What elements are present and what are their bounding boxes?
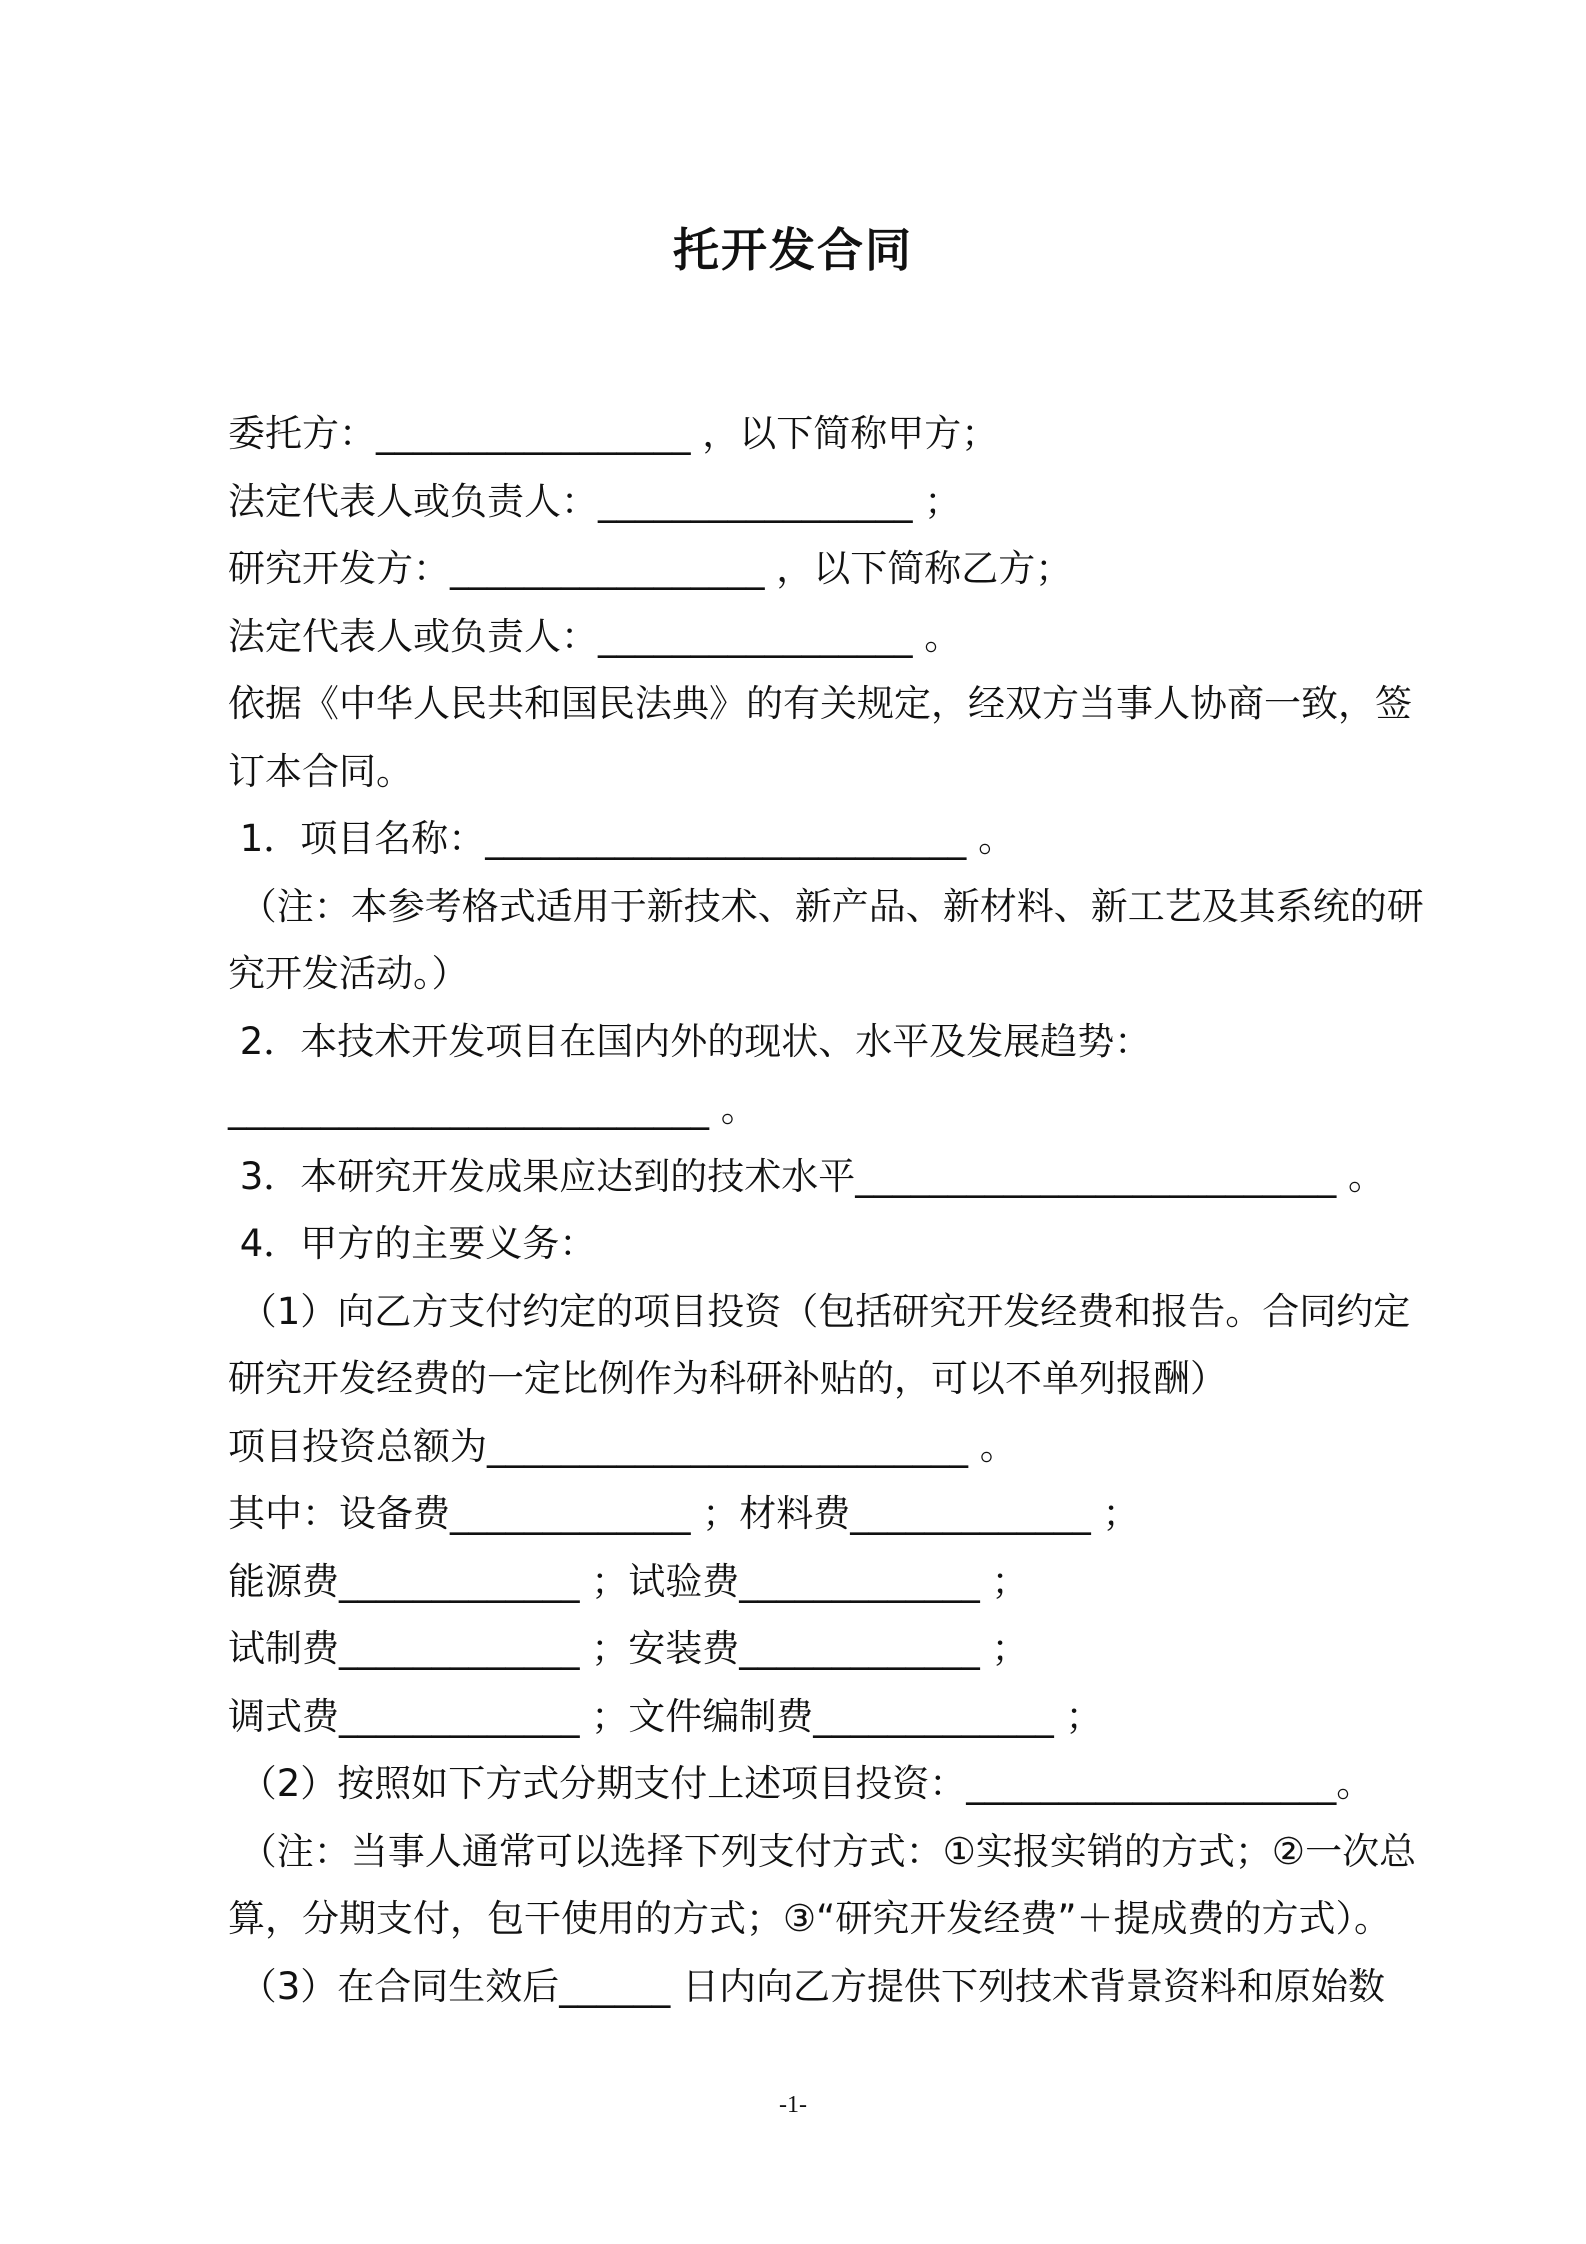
document-body (228, 400, 1428, 2020)
cost-line-1: 其中：设备费_____________ ；材料费_____________ ； (228, 1492, 1140, 1535)
cost-line-4: 调式费_____________ ；文件编制费_____________ ； (228, 1694, 1103, 1738)
item-3-line-1: （3）在合同生效后______ 日内向乙方提供下列技术背景资料和原始数 (228, 1964, 1386, 2008)
party-b-line: 研究开发方：_________________ ，以下简称乙方； (228, 547, 1073, 590)
page-number: -1- (779, 2092, 807, 2118)
note-2-line-1: （注：当事人通常可以选择下列支付方式：①实报实销的方式；②一次总 (228, 1829, 1417, 1873)
clause-4-obligations: 4．甲方的主要义务： (228, 1222, 597, 1265)
item-1-line-2: 研究开发经费的一定比例作为科研补贴的，可以不单列报酬） (228, 1357, 1227, 1400)
legal-rep-a-line: 法定代表人或负责人：_________________ ； (228, 479, 962, 523)
note-1-line-1: （注：本参考格式适用于新技术、新产品、新材料、新工艺及其系统的研 (228, 884, 1424, 928)
clause-2-blank: __________________________ 。 (228, 1087, 758, 1130)
note-1-line-2: 究开发活动。） (228, 952, 469, 995)
clause-3-tech-level: 3．本研究开发成果应达到的技术水平__________________________ 。 (228, 1154, 1386, 1198)
preamble-line-1: 依据《中华人民共和国民法典》的有关规定，经双方当事人协商一致，签 (228, 682, 1412, 725)
cost-line-2: 能源费_____________ ；试验费_____________ ； (228, 1559, 1029, 1603)
preamble-line-2: 订本合同。 (228, 749, 413, 793)
clause-1-project-name: 1．项目名称：__________________________ 。 (228, 817, 1016, 860)
investment-total: 项目投资总额为__________________________ 。 (228, 1424, 1017, 1468)
clause-2-status: 2．本技术开发项目在国内外的现状、水平及发展趋势： (228, 1019, 1152, 1063)
legal-rep-b-line: 法定代表人或负责人：_________________ 。 (228, 614, 962, 658)
item-2-payment: （2）按照如下方式分期支付上述项目投资：____________________。 (228, 1762, 1374, 1805)
party-a-line: 委托方：_________________ ，以下简称甲方； (228, 412, 999, 455)
document-title: 托开发合同 (673, 223, 913, 277)
item-1-line-1: （1）向乙方支付约定的项目投资（包括研究开发经费和报告。合同约定 (228, 1289, 1411, 1333)
note-2-line-2: 算，分期支付，包干使用的方式；③“研究开发经费”＋提成费的方式）。 (228, 1897, 1392, 1940)
cost-line-3: 试制费_____________ ；安装费_____________ ； (228, 1627, 1029, 1670)
